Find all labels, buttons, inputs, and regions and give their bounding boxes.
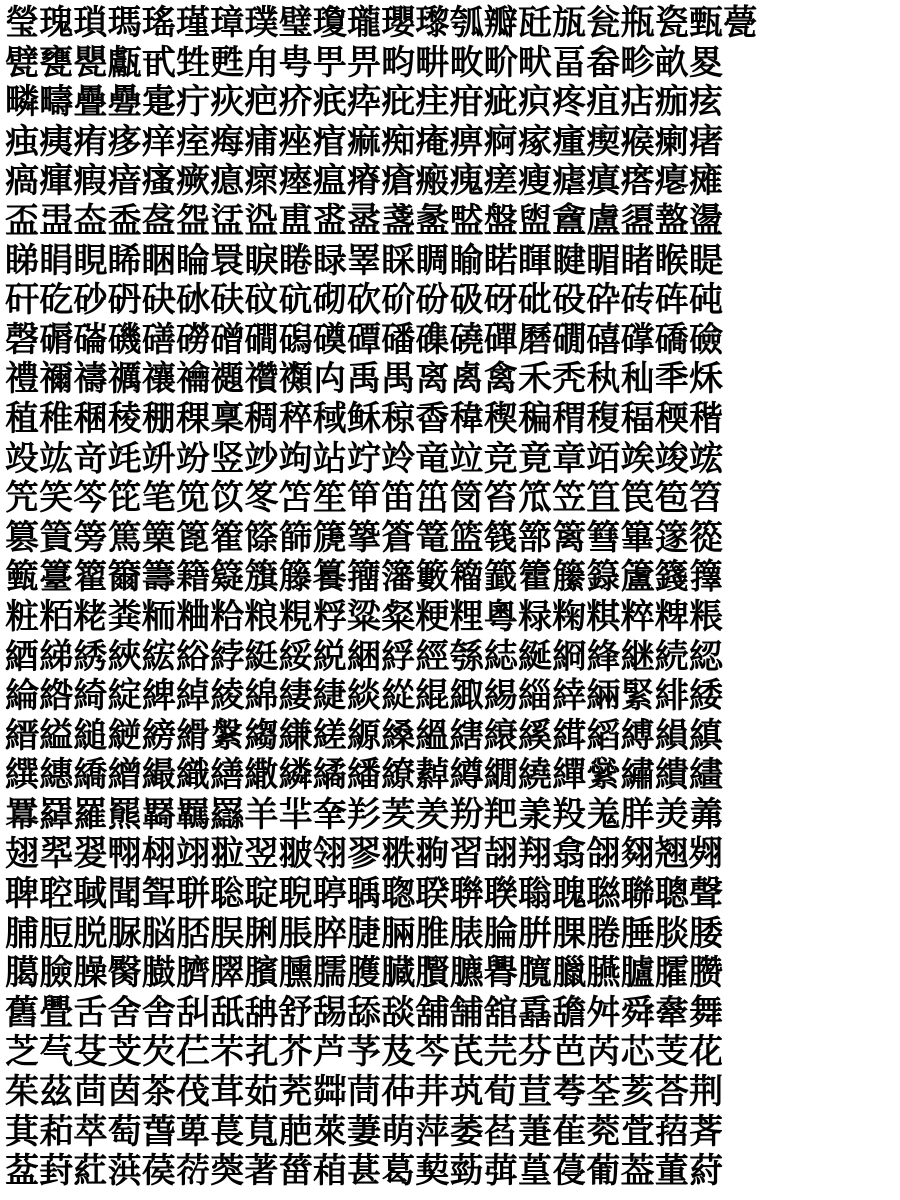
glyph-row: 茱茲茴茵茶茷茸茹茺茻茼茽茾茿荀荁荂荃荄荅荆 [5, 1073, 724, 1113]
glyph-row: 粧粨粩粪粫粬粭粮粯粰粱粲粳粴粵粶粷粸粹粺粻 [5, 597, 724, 637]
glyph-row: 葐葑葒葓葔葕葖著葘葙葚葛葜葝葞葟葠葡葢董葤 [5, 1152, 724, 1192]
glyph-row: 綸綹綺綻綼綽綾綿緀緁緂緃緄緅緆緇緈緉緊緋緌 [5, 677, 724, 717]
glyph-row: 籈籉籊籋籌籍籎籏籐籑籒籓籔籕籖籗籘籙籚籛籜 [5, 558, 724, 598]
glyph-row: 瘑瘒瘕瘖瘙瘚瘜瘝瘞瘟瘠瘡瘢瘣瘥瘦瘧瘨瘩瘪瘫 [5, 162, 724, 202]
glyph-row: 疄疇疊疉疐疔疢疤疥疧疩疪疰疳疵疻疼疽痁痂痃 [5, 83, 724, 123]
glyph-row: 縉縊縋縌縍縎縏縐縑縒縓縔縕縖縗縘縙縚縛縜縝 [5, 716, 724, 756]
glyph-row: 甓甕甖甗甙甡甦甪甹甼畀畇畊畋畍畎畐畚畛畝畟 [5, 43, 724, 83]
glyph-row: 脯脰脱脲脳脴脵脷脹脺脻脼脽脿腀腁腂腃腄腅腇 [5, 914, 724, 954]
glyph-row: 芝芞芟芠芡芢芣芤芥芦芧芨芩芪芫芬芭芮芯芰花 [5, 1033, 724, 1073]
glyph-row: 盃盄盇盉盋盌盓盕盙盚盝盞盠盢盤盥盦盧盨盩盪 [5, 201, 724, 241]
glyph-row: 繏繐繑繒繓織繕繖繗繘繙繚繛繜繝繞繟繠繡繢繣 [5, 756, 724, 796]
glyph-row: 矸矻砂砃砄砅砆砇砊砌砍砎砏砐砑砒砓砕砖砗砘 [5, 281, 724, 321]
glyph-row: 磬磭磮磯磰磱磳磵磶磸磹磻磼磽磾磿礀礂礃礄礆 [5, 320, 724, 360]
glyph-row: 笐笑笒笓笔笕笖笗笘笙笚笛笜笝笞笟笠笡笢笣笤 [5, 479, 724, 519]
glyph-row: 臈臉臊臋臌臍臎臏臐臑臒臓臔臕臖臗臘臙臚臛臜 [5, 954, 724, 994]
glyph-row: 痋痍痏痑痒痓痗痡痤痯痲痴痷痹痾瘃瘇瘈瘊瘌瘏 [5, 122, 724, 162]
glyph-row: 聛聜聝聞聟聠聡聢聣聤聥聦聧聨聫聬聭聮聯聰聲 [5, 875, 724, 915]
glyph-row: 羃羄羅羆羇羈羉羊羋羍羏羐羑羒羓羕羖羗羘羙羛 [5, 795, 724, 835]
glyph-row: 睇睊睍睎睏睔睘睙睠睩睪睬睭睮睰睴睷睸睹睺睼 [5, 241, 724, 281]
glyph-row: 瑩瑰瑣瑪瑤瑾璋璞璧瓊瓏瓔瓈瓠瓣瓩瓬瓮瓶瓷甄甍 [5, 4, 758, 43]
glyph-row: 稙稚稛稜稝稞稟稠稡稢稣稤稥稦稧稨稩稪稫稬稭 [5, 399, 724, 439]
glyph-row: 萁萂萃萄萅萆萇萈萉萊萋萌萍萎萏萐萑萒萓萔萕 [5, 1112, 724, 1152]
glyph-row: 舊舋舌舍舎舏舐舑舒舓舔舕舖舗舘舙舚舛舜舝舞 [5, 993, 724, 1033]
glyph-row: 禮禰禱禲禳禴禵禶禷禸禹禺离禼禽禾秃秇秈秊秌 [5, 360, 724, 400]
glyph-row: 綇綈綉綊綋綌綍綎綏綐綑綒經綔綕綖綗綘継続綛 [5, 637, 724, 677]
glyph-row: 竐竑竒竓竔竕竖竗竘站竚竛竜竝竞竟章竡竢竣竤 [5, 439, 724, 479]
glyph-row: 翅翆翇翈翉翊翋翌翍翎翏翐翑習翓翔翕翖翗翘翙 [5, 835, 724, 875]
glyph-row: 篡篢篣篤篥篦篧篨篩篪篫篬篭篮篯篰篱篲篳篴篵 [5, 518, 724, 558]
